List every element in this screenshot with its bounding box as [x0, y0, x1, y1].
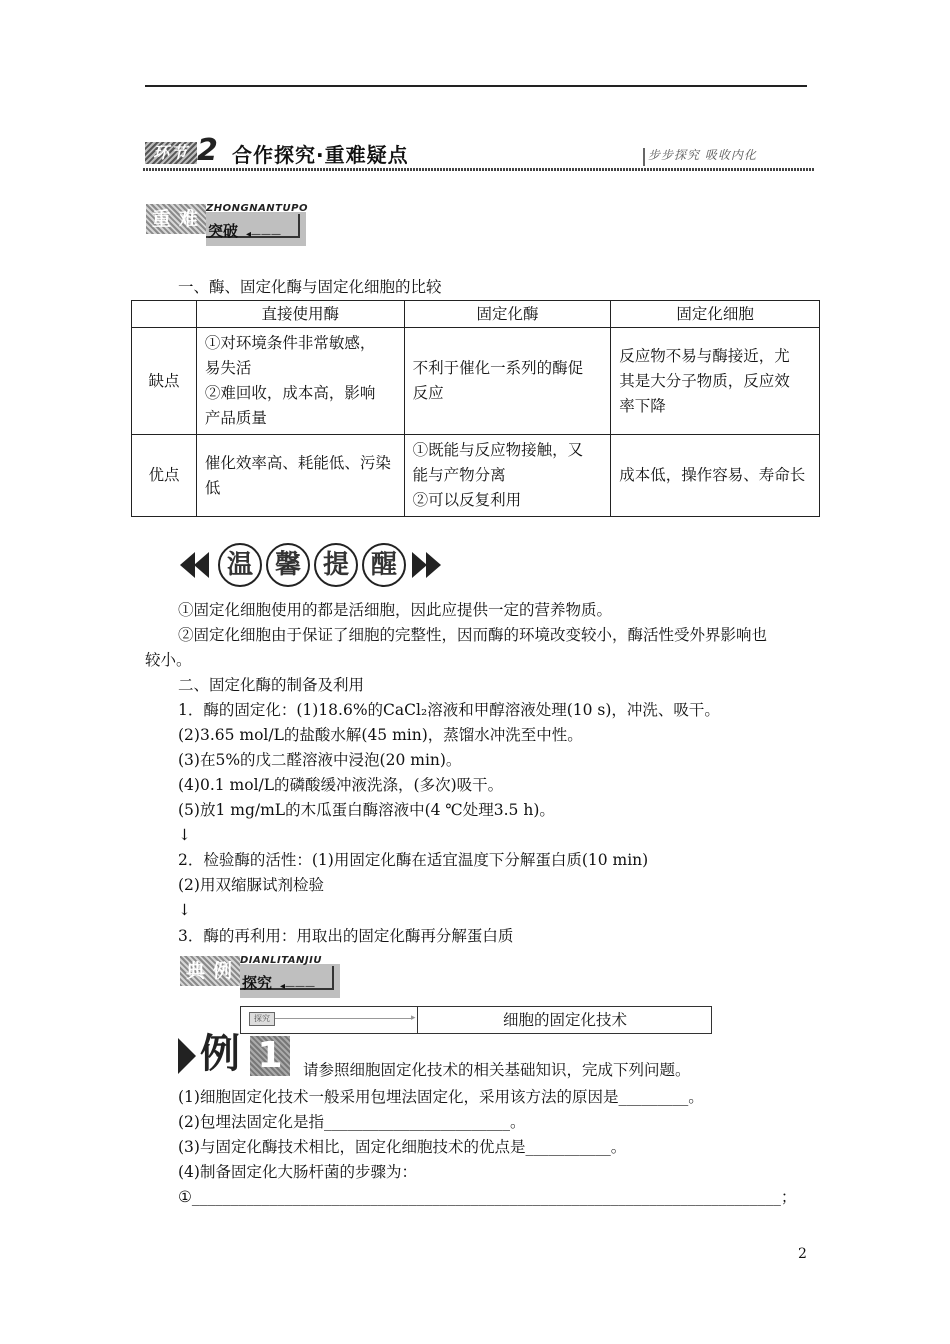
tip-line: 较小。 — [145, 651, 192, 669]
example-intro: 请参照细胞固定化技术的相关基础知识，完成下列问题。 — [303, 1061, 691, 1079]
table-cell — [404, 435, 611, 517]
example-topic-box — [240, 1006, 712, 1034]
example-label — [178, 1031, 290, 1078]
box-divider — [417, 1007, 418, 1033]
cell-line: 催化效率高、耗能低、污染 — [204, 453, 391, 472]
section-slogan: 步步探究 吸收内化 — [648, 148, 757, 162]
step-line: (4)0.1 mol/L的磷酸缓冲液洗涤，(多次)吸干。 — [178, 776, 504, 794]
tip-line: ②固定化细胞由于保证了细胞的完整性，因而酶的环境改变较小，酶活性受外界影响也 — [178, 626, 768, 644]
cell-line: 低 — [204, 478, 221, 497]
cell-line: 不利于催化一系列的酶促 — [412, 359, 584, 377]
table-cell — [196, 328, 404, 435]
arrow-right-icon: ▸ — [411, 1013, 416, 1023]
badge-pinyin: ZHONGNANTUPO — [206, 203, 308, 214]
question-line: (4)制备固定化大肠杆菌的步骤为： — [178, 1163, 417, 1181]
tag-line — [275, 1018, 413, 1019]
table-cell — [196, 435, 404, 517]
part1-title: 一、酶、固定化酶与固定化细胞的比较 — [178, 278, 442, 296]
badge-sub: 突破 — [208, 222, 239, 240]
step-line: 3．酶的再利用：用取出的固定化酶再分解蛋白质 — [178, 927, 514, 945]
example-char: 例 — [200, 1031, 240, 1077]
double-left-arrow-icon — [194, 552, 209, 578]
section-number: 2 — [197, 133, 218, 168]
example-tag: 探究 — [249, 1012, 275, 1026]
example-number: 1 — [250, 1036, 290, 1076]
question-line: ①____________________________________________________________________________； — [178, 1188, 797, 1206]
cell-line: ②难回收，成本高，影响 — [204, 384, 376, 402]
step-line: (2)用双缩脲试剂检验 — [178, 876, 324, 894]
tips-char: 醒 — [362, 543, 406, 587]
section-label: 环节 — [145, 142, 197, 164]
down-arrow-icon: ↓ — [178, 826, 191, 844]
double-right-arrow-icon — [412, 552, 427, 578]
cell-line: 产品质量 — [204, 409, 267, 427]
cell-line: ①对环境条件非常敏感， — [204, 334, 376, 352]
cell-line: ②可以反复利用 — [412, 491, 522, 509]
page-number: 2 — [798, 1246, 807, 1262]
table-header-cell: 固定化酶 — [404, 301, 611, 328]
step-line: (3)在5%的戊二醛溶液中浸泡(20 min)。 — [178, 751, 462, 769]
cell-line: ①既能与反应物接触，又 — [412, 441, 584, 459]
step-line: (5)放1 mg/mL的木瓜蛋白酶溶液中(4 ℃处理3.5 h)。 — [178, 801, 555, 819]
table-row — [132, 435, 820, 517]
table-header-cell: 固定化细胞 — [611, 301, 820, 328]
tips-char: 提 — [314, 543, 358, 587]
cell-line: 易失活 — [204, 359, 252, 377]
cell-line: 其是大分子物质，反应效 — [619, 371, 790, 390]
tips-char: 馨 — [266, 543, 310, 587]
badge-zhongnan-tupo — [146, 204, 308, 246]
table-cell — [611, 435, 820, 517]
tip-line: ①固定化细胞使用的都是活细胞，因此应提供一定的营养物质。 — [178, 601, 613, 619]
section-divider — [643, 148, 645, 166]
question-line: (3)与固定化酶技术相比，固定化细胞技术的优点是___________。 — [178, 1138, 627, 1156]
badge-dianli-tanjiu — [180, 956, 342, 998]
tips-char: 温 — [218, 543, 262, 587]
example-topic-title: 细胞的固定化技术 — [502, 1011, 627, 1029]
section-title: 合作探究·重难疑点 — [232, 143, 409, 167]
comparison-table — [131, 300, 820, 517]
table-header-cell — [132, 301, 197, 328]
cell-line: 反应物不易与酶接近，尤 — [619, 346, 790, 365]
cell-line: 能与产物分离 — [412, 466, 506, 484]
question-line: (1)细胞固定化技术一般采用包埋法固定化，采用该方法的原因是_________。 — [178, 1088, 704, 1106]
table-header-row — [132, 301, 820, 328]
row-label: 优点 — [132, 435, 197, 517]
section-badge — [145, 133, 225, 168]
top-rule — [145, 85, 807, 87]
step-line: 1．酶的固定化：(1)18.6%的CaCl₂溶液和甲醇溶液处理(10 s)，冲洗、吸干。 — [178, 701, 720, 719]
part2-title: 二、固定化酶的制备及利用 — [178, 676, 365, 694]
section-underline — [143, 168, 815, 171]
badge-pinyin: DIANLITANJIU — [240, 955, 322, 966]
arrow-left-icon: ◂——— — [246, 229, 282, 240]
double-left-arrow-icon — [180, 552, 195, 578]
question-line: (2)包埋法固定化是指________________________。 — [178, 1113, 526, 1131]
badge-chars: 典例 — [180, 956, 240, 986]
arrow-left-icon: ◂——— — [280, 981, 316, 992]
badge-chars: 重难 — [146, 204, 206, 234]
cell-line: 率下降 — [619, 396, 666, 415]
cell-line: 反应 — [412, 384, 444, 402]
double-right-arrow-icon — [426, 552, 441, 578]
table-cell — [611, 328, 820, 435]
warm-tips-banner — [178, 542, 478, 588]
table-header-cell: 直接使用酶 — [196, 301, 404, 328]
badge-sub: 探究 — [242, 974, 273, 992]
play-arrow-icon — [178, 1038, 196, 1074]
step-line: (2)3.65 mol/L的盐酸水解(45 min)，蒸馏水冲洗至中性。 — [178, 726, 583, 744]
step-line: 2．检验酶的活性：(1)用固定化酶在适宜温度下分解蛋白质(10 min) — [178, 851, 649, 869]
cell-line: 成本低，操作容易、寿命长 — [619, 466, 806, 484]
table-cell — [404, 328, 611, 435]
row-label: 缺点 — [132, 328, 197, 435]
table-row — [132, 328, 820, 435]
down-arrow-icon: ↓ — [178, 901, 191, 919]
